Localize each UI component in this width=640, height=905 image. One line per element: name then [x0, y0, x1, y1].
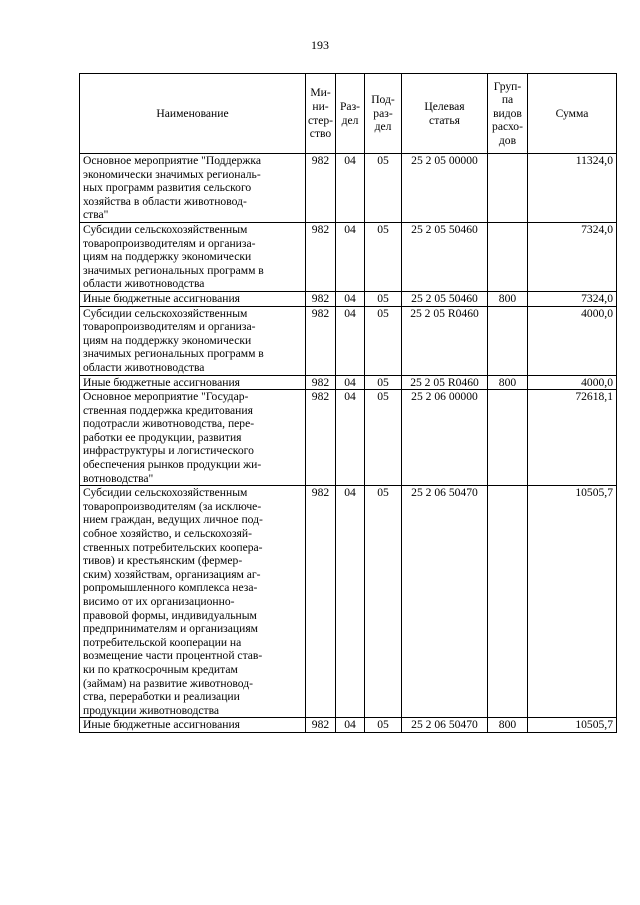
cell-section: 04: [336, 222, 365, 291]
cell-sum: 7324,0: [528, 222, 617, 291]
cell-subsection: 05: [365, 154, 402, 223]
name-line: инфраструктуры и логистического: [83, 444, 254, 458]
cell-group: 800: [488, 718, 528, 733]
cell-subsection: 05: [365, 718, 402, 733]
name-line: циям на поддержку экономически: [83, 333, 252, 347]
name-line: ственная поддержка кредитования: [83, 403, 253, 417]
header-row: [80, 74, 617, 154]
name-line: Иные бюджетные ассигнования: [83, 718, 240, 732]
cell-ministry: 982: [306, 718, 336, 733]
name-line: предпринимателям и организациям: [83, 622, 258, 636]
table-row: [80, 291, 617, 306]
budget-table: [79, 73, 617, 733]
name-line: возмещение части процентной став-: [83, 649, 263, 663]
name-line: области животноводства: [83, 360, 205, 374]
cell-name: [80, 375, 306, 390]
name-line: ства, переработки и реализации: [83, 690, 240, 704]
table-row: [80, 222, 617, 291]
cell-group: 800: [488, 375, 528, 390]
name-line: Субсидии сельскохозяйственным: [83, 222, 248, 236]
cell-name: [80, 154, 306, 223]
cell-section: 04: [336, 154, 365, 223]
cell-ministry: 982: [306, 486, 336, 718]
table-row: [80, 154, 617, 223]
header-group: Груп- па видов расхо- дов: [488, 74, 528, 154]
page-number: 193: [311, 38, 329, 52]
name-line: тивов) и крестьянским (фермер-: [83, 554, 243, 568]
cell-section: 04: [336, 375, 365, 390]
cell-section: 04: [336, 291, 365, 306]
cell-section: 04: [336, 718, 365, 733]
name-line: (займам) на развитие животновод-: [83, 676, 253, 690]
cell-group: [488, 306, 528, 375]
cell-target: 25 2 05 00000: [402, 154, 488, 223]
table-row: [80, 486, 617, 718]
cell-sum: 4000,0: [528, 306, 617, 375]
name-line: значимых региональных программ в: [83, 347, 264, 361]
header-sum: Сумма: [528, 74, 617, 154]
cell-subsection: 05: [365, 375, 402, 390]
cell-group: [488, 486, 528, 718]
name-line: ки по краткосрочным кредитам: [83, 662, 238, 676]
cell-group: [488, 390, 528, 486]
name-line: правовой формы, индивидуальным: [83, 608, 257, 622]
table-row: [80, 390, 617, 486]
cell-target: 25 2 05 50460: [402, 222, 488, 291]
name-line: ским) хозяйствам, организациям аг-: [83, 567, 261, 581]
cell-name: [80, 291, 306, 306]
header-ministry: Ми- ни- стер- ство: [306, 74, 336, 154]
header-section: Раз- дел: [336, 74, 365, 154]
cell-sum: 72618,1: [528, 390, 617, 486]
name-line: Субсидии сельскохозяйственным: [83, 306, 248, 320]
name-line: подотрасли животноводства, пере-: [83, 417, 255, 431]
cell-sum: 7324,0: [528, 291, 617, 306]
name-line: ственных потребительских коопера-: [83, 540, 263, 554]
cell-name: [80, 306, 306, 375]
name-line: собное хозяйство, и сельскохозяй-: [83, 527, 252, 541]
cell-target: 25 2 06 00000: [402, 390, 488, 486]
table-body: [80, 154, 617, 733]
name-line: области животноводства: [83, 277, 205, 291]
cell-group: [488, 154, 528, 223]
name-line: экономически значимых региональ-: [83, 167, 261, 181]
cell-ministry: 982: [306, 375, 336, 390]
cell-sum: 4000,0: [528, 375, 617, 390]
cell-target: 25 2 05 50460: [402, 291, 488, 306]
name-line: хозяйства в области животновод-: [83, 194, 247, 208]
name-line: Иные бюджетные ассигнования: [83, 291, 240, 305]
name-line: вотноводства": [83, 471, 154, 485]
name-line: товаропроизводителям и организа-: [83, 236, 256, 250]
name-line: висимо от их организационно-: [83, 595, 235, 608]
cell-name: [80, 486, 306, 718]
cell-sum: 10505,7: [528, 486, 617, 718]
cell-target: 25 2 06 50470: [402, 718, 488, 733]
name-line: потребительской кооперации на: [83, 635, 242, 649]
cell-target: 25 2 06 50470: [402, 486, 488, 718]
cell-sum: 10505,7: [528, 718, 617, 733]
name-line: товаропроизводителям (за исключе-: [83, 499, 262, 513]
table-row: [80, 306, 617, 375]
cell-ministry: 982: [306, 306, 336, 375]
cell-subsection: 05: [365, 486, 402, 718]
cell-subsection: 05: [365, 306, 402, 375]
name-line: ства": [83, 208, 109, 222]
name-line: работки ее продукции, развития: [83, 430, 242, 444]
cell-group: [488, 222, 528, 291]
header-subsection: Под- раз- дел: [365, 74, 402, 154]
header-name: Наименование: [80, 74, 306, 154]
cell-target: 25 2 05 R0460: [402, 306, 488, 375]
name-line: товаропроизводителям и организа-: [83, 320, 256, 334]
cell-name: [80, 390, 306, 486]
table-row: [80, 375, 617, 390]
name-line: нием граждан, ведущих личное под-: [83, 513, 263, 527]
cell-subsection: 05: [365, 222, 402, 291]
name-line: ных программ развития сельского: [83, 181, 252, 195]
header-target: Целевая статья: [402, 74, 488, 154]
cell-subsection: 05: [365, 390, 402, 486]
name-line: Основное мероприятие "Государ-: [83, 390, 249, 404]
cell-group: 800: [488, 291, 528, 306]
name-line: Иные бюджетные ассигнования: [83, 375, 240, 389]
cell-target: 25 2 05 R0460: [402, 375, 488, 390]
cell-sum: 11324,0: [528, 154, 617, 223]
table-row: [80, 718, 617, 733]
cell-ministry: 982: [306, 390, 336, 486]
name-line: обеспечения рынков продукции жи-: [83, 458, 262, 472]
name-line: циям на поддержку экономически: [83, 250, 252, 264]
cell-ministry: 982: [306, 291, 336, 306]
name-line: Субсидии сельскохозяйственным: [83, 486, 248, 500]
cell-ministry: 982: [306, 222, 336, 291]
name-line: продукции животноводства: [83, 703, 220, 717]
name-line: ропромышленного комплекса неза-: [83, 581, 258, 595]
cell-section: 04: [336, 486, 365, 718]
cell-subsection: 05: [365, 291, 402, 306]
name-line: значимых региональных программ в: [83, 263, 264, 277]
cell-name: [80, 222, 306, 291]
cell-name: [80, 718, 306, 733]
cell-section: 04: [336, 306, 365, 375]
cell-ministry: 982: [306, 154, 336, 223]
name-line: Основное мероприятие "Поддержка: [83, 154, 262, 167]
cell-section: 04: [336, 390, 365, 486]
